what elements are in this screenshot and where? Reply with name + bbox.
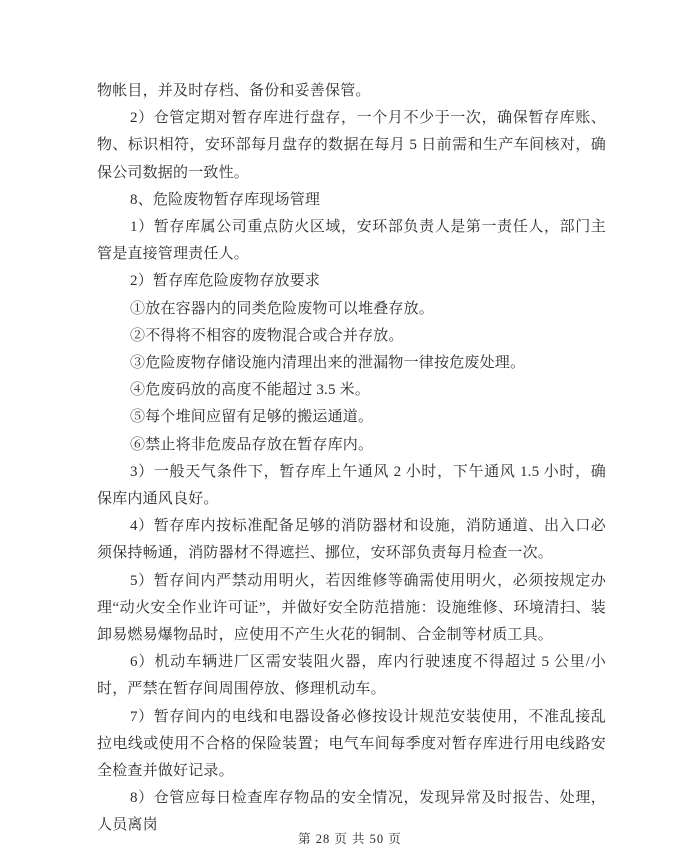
paragraph: 6）机动车辆进厂区需安装阻火器，库内行驶速度不得超过 5 公里/小时，严禁在暂存间周围停放、修理机动车。 — [97, 654, 606, 698]
paragraph: 1）暂存库属公司重点防火区域，安环部负责人是第一责任人，部门主管是直接管理责任人。 — [97, 219, 606, 263]
paragraph: 7）暂存间内的电线和电器设备必修按设计规范安装使用，不准乱接乱拉电线或使用不合格的保险装置；电气车间每季度对暂存库进行用电线路安全检查并做好记录。 — [97, 708, 606, 780]
paragraph: 5）暂存间内严禁动用明火，若因维修等确需使用明火，必须按规定办理“动火安全作业许可证”，并做好安全防范措施：设施维修、环境清扫、装卸易燃易爆物品时，应使用不产生火花的铜制、合金制等材质工具。 — [97, 572, 606, 644]
document-body — [97, 78, 606, 840]
list-item: ⑥禁止将非危废品存放在暂存库内。 — [130, 436, 374, 453]
list-item: ④危废码放的高度不能超过 3.5 米。 — [130, 382, 371, 399]
paragraph: 3）一般天气条件下，暂存库上午通风 2 小时，下午通风 1.5 小时，确保库内通风良好。 — [97, 463, 606, 508]
page-number-footer: 第 28 页 共 50 页 — [298, 832, 402, 846]
paragraph: 2）仓管定期对暂存库进行盘存，一个月不少于一次，确保暂存库账、物、标识相符，安环部每月盘存的数据在每月 5 日前需和生产车间核对，确保公司数据的一致性。 — [97, 110, 606, 181]
paragraph: 2）暂存库危险废物存放要求 — [130, 273, 321, 290]
list-item: ①放在容器内的同类危险废物可以堆叠存放。 — [130, 300, 435, 317]
list-item: ⑤每个堆间应留有足够的搬运通道。 — [130, 409, 374, 426]
list-item: ②不得将不相容的废物混合或合并存放。 — [130, 327, 404, 344]
paragraph: 物帐目，并及时存档、备份和妥善保管。 — [97, 83, 371, 99]
section-heading: 8、危险废物暂存库现场管理 — [130, 191, 321, 208]
paragraph: 4）暂存库内按标准配备足够的消防器材和设施，消防通道、出入口必须保持畅通，消防器材不得遮拦、挪位，安环部负责每月检查一次。 — [97, 518, 606, 562]
list-item: ③危险废物存储设施内清理出来的泄漏物一律按危废处理。 — [130, 355, 526, 372]
paragraph: 8）仓管应每日检查库存物品的安全情况，发现异常及时报告、处理，人员离岗 — [97, 790, 606, 834]
